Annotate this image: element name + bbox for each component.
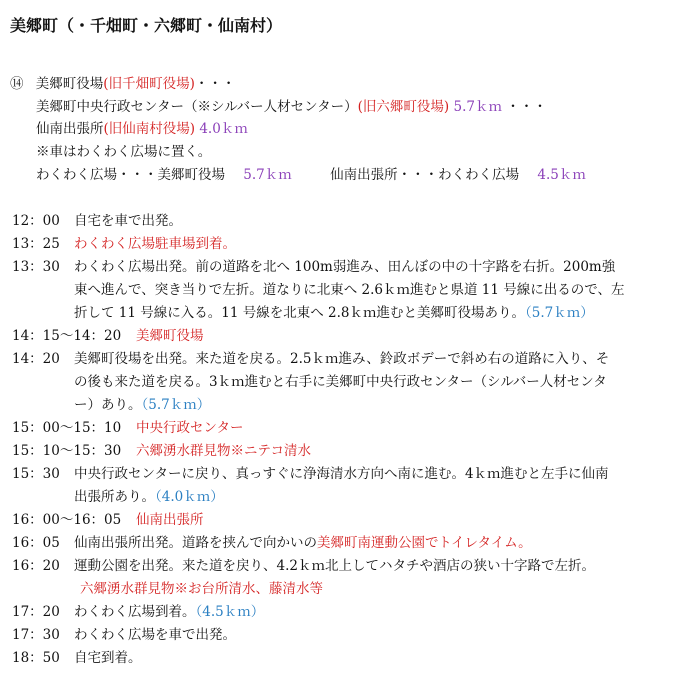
route: わくわく広場・・・美郷町役場 [36,167,225,183]
schedule-row [12,462,609,482]
time: 16：05 [12,535,60,551]
schedule-row [12,416,243,436]
event-continuation [74,485,224,505]
time: 16：00～16：05 [12,512,122,528]
distance: 5.7ｋｍ [453,99,502,115]
dots: ・・・ [194,76,236,92]
event: わくわく広場出発。前の道路を北へ 100m弱進み、田んぼの中の十字路を右折。200m強 [74,259,616,275]
schedule-row [12,646,142,666]
section-line-2 [36,95,547,115]
schedule-row [12,232,236,252]
schedule-row [12,209,182,229]
distance: （5.7ｋｍ） [525,305,594,321]
schedule-row [12,508,204,528]
parking-note: ※車はわくわく広場に置く。 [36,144,212,160]
schedule-row [12,600,264,620]
time: 15：00～15：10 [12,420,122,436]
event: わくわく広場到着。 [74,604,196,620]
schedule-row [12,255,615,275]
event: 中央行政センター [136,420,244,436]
event: 仙南出張所出発。道路を挟んで向かいの [74,535,317,551]
former-name: (旧六郷町役場) [357,99,450,115]
time: 13：30 [12,259,60,275]
time: 17：30 [12,627,60,643]
time: 15：10～15：30 [12,443,122,459]
distance: （4.0ｋｍ） [155,489,224,505]
route: 仙南出張所・・・わくわく広場 [330,167,520,183]
distance: （5.7ｋｍ） [141,397,211,413]
schedule-row [12,324,204,344]
time: 12：00 [12,213,60,229]
section-marker: ⑭ [10,76,24,92]
event: ー）あり。 [74,397,142,413]
event-continuation: 六郷湧水群見物※お台所清水、藤清水等 [80,581,323,597]
time: 13：25 [12,236,60,252]
former-name: (旧仙南村役場) [103,121,196,137]
time: 17：20 [12,604,60,620]
time: 14：20 [12,351,60,367]
section-line-1 [10,72,235,92]
schedule-row [12,347,609,367]
event-continuation: 東へ進んで、突き当りで左折。道なりに北東へ 2.6ｋｍ進むと県道 11 号線に出るので、左 [74,282,625,298]
event-highlight: 美郷町南運動公園でトイレタイム。 [317,535,532,551]
event-continuation [74,301,594,321]
event: 中央行政センターに戻り、真っすぐに浄海清水方向へ南に進む。4ｋｍ進むと左手に仙南 [74,466,609,482]
schedule-row [12,531,532,551]
schedule-row [12,554,595,574]
time: 16：20 [12,558,60,574]
dots: ・・・ [506,99,547,115]
office-name: 美郷町中央行政センター（※シルバー人材センター） [36,99,358,115]
event: 六郷湧水群見物※ニテコ清水 [136,443,311,459]
page-title: 美郷町（・千畑町・六郷町・仙南村） [10,16,283,35]
event: わくわく広場駐車場到着。 [74,236,236,252]
event-continuation: の後も来た道を戻る。3ｋｍ進むと右手に美郷町中央行政センター（シルバー人材センタ [74,374,607,390]
event: 出張所あり。 [74,489,155,505]
office-name: 仙南出張所 [36,121,104,137]
distance: （4.5ｋｍ） [195,604,265,620]
distance: 5.7ｋｍ [243,167,292,183]
distance: 4.0ｋｍ [199,121,248,137]
event: 運動公園を出発。来た道を戻り、4.2ｋｍ北上してハタチや酒店の狭い十字路で左折。 [74,558,595,574]
event: 美郷町役場 [136,328,204,344]
event-continuation [74,393,210,413]
time: 14：15～14：20 [12,328,122,344]
section-line-3 [36,117,248,137]
event: 仙南出張所 [136,512,204,528]
event: 自宅到着。 [74,650,142,666]
schedule-row [12,623,236,643]
distance: 4.5ｋｍ [537,167,586,183]
former-name: (旧千畑町役場) [103,76,195,92]
event: わくわく広場を車で出発。 [74,627,236,643]
time: 18：50 [12,650,60,666]
event: 折して 11 号線に入る。11 号線を北東へ 2.8ｋｍ進むと美郷町役場あり。 [74,305,525,321]
event: 美郷町役場を出発。来た道を戻る。2.5ｋｍ進み、鈴政ボデーで斜め右の道路に入り、そ [74,351,610,367]
schedule-row [12,439,311,459]
time: 15：30 [12,466,60,482]
event: 自宅を車で出発。 [74,213,182,229]
office-name: 美郷町役場 [35,76,104,92]
section-line-5 [36,163,586,183]
